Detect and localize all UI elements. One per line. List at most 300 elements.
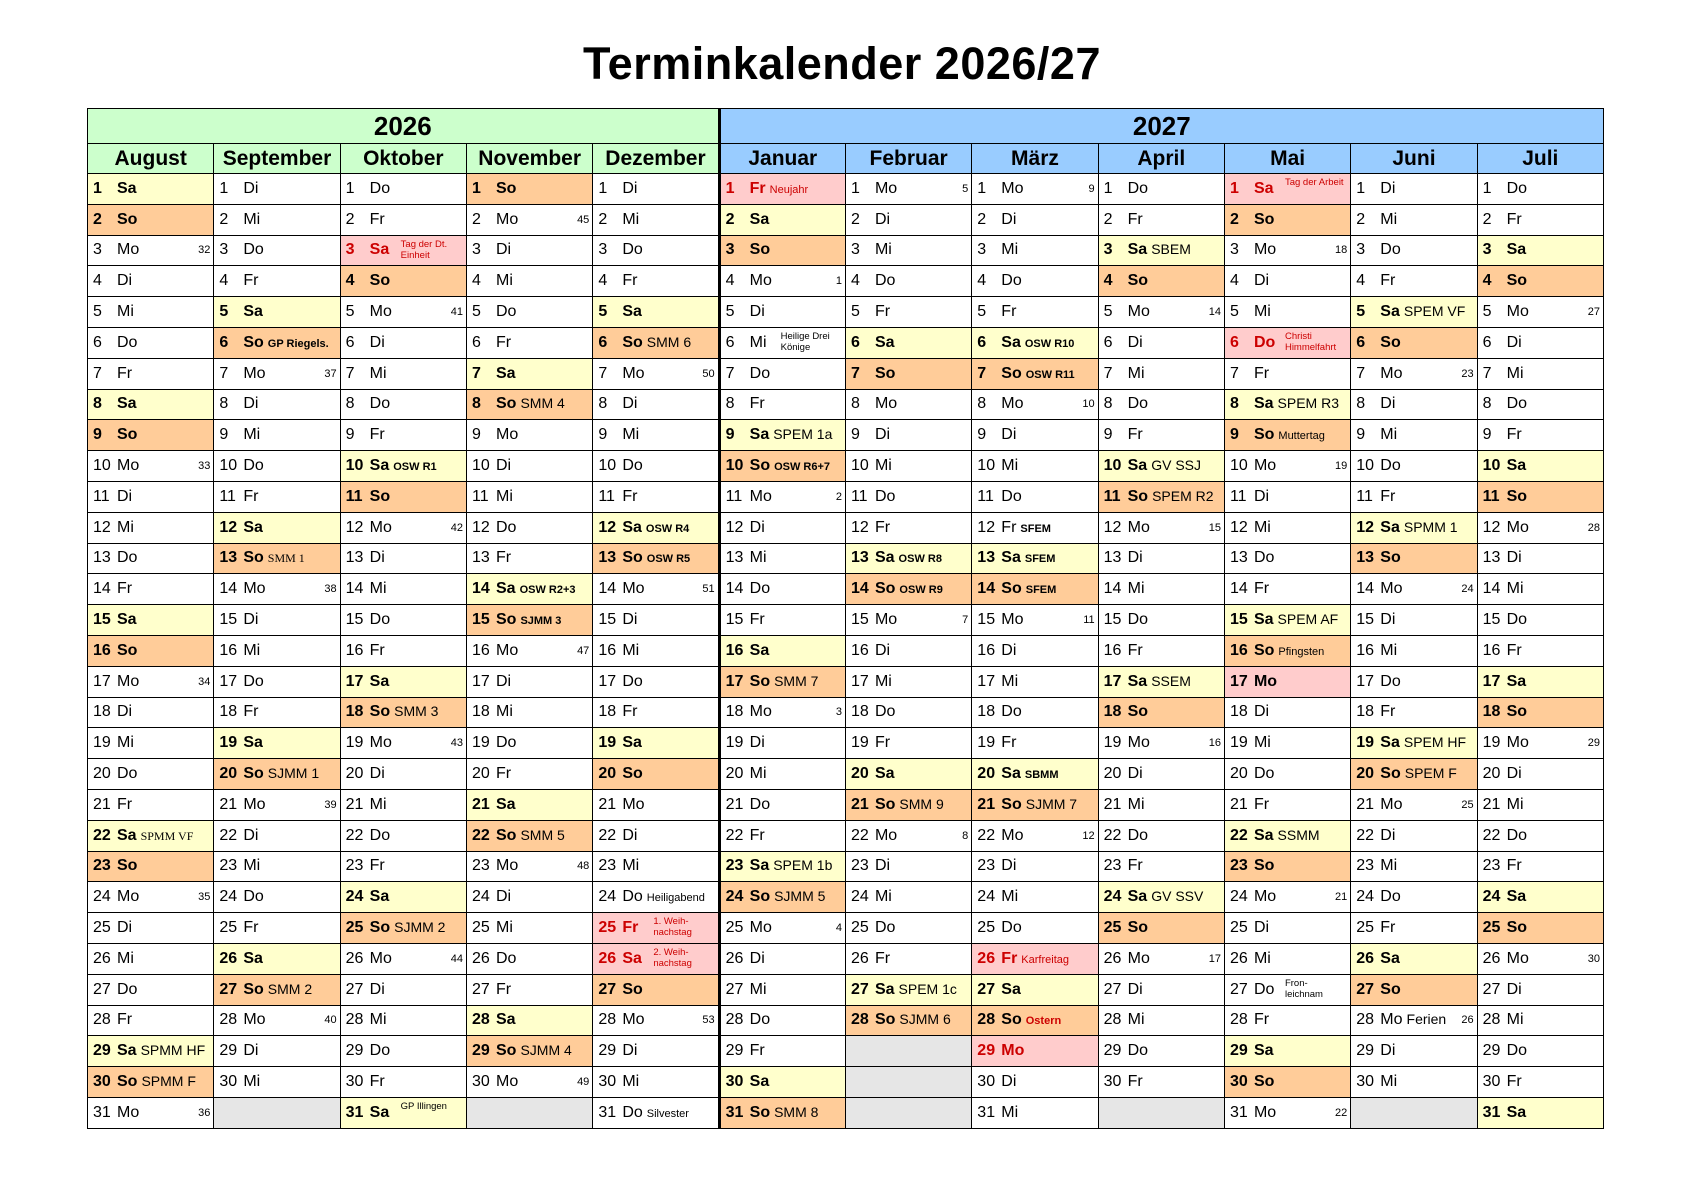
weekday: Di xyxy=(243,826,259,844)
day-entry xyxy=(977,180,1023,198)
weekday: Di xyxy=(622,826,638,844)
weekday: Di xyxy=(369,549,385,567)
day-number: 4 xyxy=(1482,272,1492,290)
day-number: 1 xyxy=(598,179,608,197)
weekday: Do xyxy=(749,580,771,598)
day-number: 16 xyxy=(1103,641,1122,659)
day-entry xyxy=(851,857,890,875)
weekday: Sa xyxy=(749,641,770,659)
day-cell xyxy=(466,851,592,882)
day-entry xyxy=(219,426,260,444)
weekday: Sa xyxy=(622,734,642,752)
day-entry xyxy=(726,611,765,629)
week-number: 18 xyxy=(1335,244,1348,257)
day-cell xyxy=(340,574,466,605)
day-entry xyxy=(598,1104,689,1122)
day-cell xyxy=(972,266,1098,297)
weekday: So xyxy=(1001,364,1022,382)
day-cell xyxy=(466,635,592,666)
weekday: Di xyxy=(1380,611,1396,629)
weekday: Mi xyxy=(243,210,261,228)
day-number: 6 xyxy=(977,333,987,351)
day-entry xyxy=(219,272,258,290)
day-entry xyxy=(1230,1011,1269,1029)
weekday: Mi xyxy=(495,272,513,290)
day-entry xyxy=(346,703,439,721)
day-number: 12 xyxy=(850,518,869,536)
event-note: Neujahr xyxy=(769,183,809,196)
weekday: Do xyxy=(1253,765,1275,783)
day-cell xyxy=(719,913,845,944)
day-entry xyxy=(1356,519,1457,537)
weekday: Do xyxy=(117,549,138,567)
day-number: 9 xyxy=(345,426,355,444)
weekday: Do xyxy=(1127,611,1149,629)
day-cell xyxy=(214,913,340,944)
day-cell xyxy=(719,635,845,666)
calendar-row xyxy=(88,389,1604,420)
day-entry xyxy=(1230,211,1274,229)
day-entry xyxy=(1230,426,1325,444)
day-number: 28 xyxy=(1482,1011,1501,1029)
day-number: 13 xyxy=(219,549,238,567)
day-entry xyxy=(93,796,132,814)
weekday: So xyxy=(369,272,391,290)
day-entry xyxy=(598,488,637,506)
day-number: 11 xyxy=(93,487,110,505)
weekday: Di xyxy=(1253,703,1270,721)
day-number: 5 xyxy=(219,303,229,321)
weekday: Fr xyxy=(369,1073,385,1090)
day-cell xyxy=(466,512,592,543)
event-note: SFEM xyxy=(1025,584,1057,597)
day-entry xyxy=(1483,426,1522,444)
event-note: 1. Weih- nachstag xyxy=(653,916,692,939)
day-number: 23 xyxy=(1103,857,1122,875)
day-entry xyxy=(472,703,513,721)
day-cell xyxy=(1098,266,1224,297)
day-entry xyxy=(1104,765,1143,783)
day-cell xyxy=(1477,266,1603,297)
event-note: 2. Weih- nachstag xyxy=(653,946,692,969)
day-number: 30 xyxy=(1103,1073,1122,1090)
day-cell xyxy=(719,266,845,297)
day-entry xyxy=(1483,1042,1527,1060)
week-number: 50 xyxy=(702,367,715,380)
day-number: 22 xyxy=(1482,826,1501,844)
day-number: 17 xyxy=(219,672,238,690)
day-entry xyxy=(598,611,637,629)
day-cell xyxy=(1477,543,1603,574)
weekday: Do xyxy=(369,826,391,844)
day-entry xyxy=(219,919,258,937)
weekday: So xyxy=(495,826,517,844)
day-number: 30 xyxy=(1229,1073,1248,1090)
day-number: 18 xyxy=(977,703,996,721)
day-number: 21 xyxy=(1229,795,1248,813)
day-number: 20 xyxy=(1229,765,1248,783)
day-cell xyxy=(845,943,971,974)
day-cell xyxy=(340,943,466,974)
day-entry xyxy=(851,611,897,629)
weekday: Fr xyxy=(243,272,259,290)
day-entry xyxy=(726,395,765,413)
weekday: Do xyxy=(369,395,391,413)
weekday: Mi xyxy=(495,919,513,937)
day-entry xyxy=(1483,211,1522,229)
day-number: 14 xyxy=(345,580,364,598)
day-number: 22 xyxy=(93,826,111,844)
day-cell xyxy=(719,759,845,790)
day-cell xyxy=(845,913,971,944)
day-cell xyxy=(972,574,1098,605)
day-entry xyxy=(1356,765,1457,783)
day-number: 15 xyxy=(1103,611,1122,629)
day-number: 2 xyxy=(1356,210,1366,228)
weekday: Do xyxy=(1001,487,1022,505)
day-number: 25 xyxy=(1356,919,1375,937)
day-number: 29 xyxy=(1356,1042,1375,1060)
weekday: Mi xyxy=(1253,303,1271,321)
weekday: Fr xyxy=(495,765,512,783)
day-entry xyxy=(598,272,637,290)
weekday: Sa xyxy=(243,949,263,967)
weekday: Sa xyxy=(495,795,516,813)
day-number: 17 xyxy=(345,672,364,690)
day-number: 22 xyxy=(850,826,869,844)
day-cell xyxy=(845,512,971,543)
day-cell xyxy=(340,666,466,697)
day-entry xyxy=(851,272,895,290)
day-cell xyxy=(466,235,592,266)
weekday: Di xyxy=(117,487,133,505)
day-entry xyxy=(472,673,511,691)
day-entry xyxy=(851,211,890,229)
day-cell xyxy=(1224,913,1350,944)
event-note: SPEM 1b xyxy=(773,857,833,874)
day-entry xyxy=(851,365,895,383)
event-note: SJMM 2 xyxy=(394,919,446,936)
day-entry xyxy=(472,272,513,290)
day-number: 4 xyxy=(977,272,987,290)
day-cell xyxy=(845,481,971,512)
weekday: Fr xyxy=(1127,857,1143,875)
calendar-row xyxy=(88,481,1604,512)
day-cell xyxy=(340,358,466,389)
day-number: 1 xyxy=(93,179,102,197)
day-entry xyxy=(219,395,258,413)
day-cell xyxy=(845,235,971,266)
day-entry xyxy=(598,241,642,259)
day-entry xyxy=(1230,642,1324,660)
month-header: Februar xyxy=(845,144,971,174)
day-number: 24 xyxy=(345,888,364,906)
day-entry xyxy=(93,611,137,629)
weekday: Mi xyxy=(749,765,767,783)
day-number: 20 xyxy=(1482,765,1501,783)
event-note: SPEM VF xyxy=(1403,303,1466,320)
day-cell xyxy=(340,266,466,297)
day-entry xyxy=(1104,1011,1145,1029)
day-number: 1 xyxy=(725,179,735,197)
weekday: Sa xyxy=(495,580,516,598)
weekday: Mi xyxy=(1506,364,1524,382)
day-entry xyxy=(219,334,328,352)
weekday: Mi xyxy=(1380,641,1398,659)
day-entry xyxy=(977,703,1021,721)
day-number: 6 xyxy=(1103,333,1113,351)
day-entry xyxy=(1483,765,1522,783)
weekday: Fr xyxy=(749,1042,765,1060)
day-cell xyxy=(1098,1005,1224,1036)
weekday: Mo xyxy=(622,795,645,813)
day-entry xyxy=(472,1073,518,1091)
day-number: 18 xyxy=(471,703,490,721)
day-entry xyxy=(219,1042,258,1060)
day-cell xyxy=(845,882,971,913)
day-number: 27 xyxy=(219,980,238,998)
day-number: 29 xyxy=(977,1042,996,1060)
day-number: 16 xyxy=(725,641,744,659)
day-entry xyxy=(219,488,258,506)
weekday: So xyxy=(117,857,138,875)
day-entry xyxy=(1104,857,1143,875)
week-number: 9 xyxy=(1088,182,1095,195)
day-entry xyxy=(598,703,637,721)
weekday: Sa xyxy=(1506,241,1527,259)
weekday: Mo xyxy=(1380,364,1403,382)
day-entry xyxy=(1356,981,1400,999)
week-number: 14 xyxy=(1208,306,1221,319)
day-number: 10 xyxy=(471,457,490,475)
day-number: 29 xyxy=(598,1042,617,1060)
day-entry xyxy=(1483,950,1529,968)
day-number: 23 xyxy=(471,857,490,875)
day-entry xyxy=(472,796,516,814)
day-number: 29 xyxy=(1103,1042,1122,1060)
day-cell xyxy=(340,974,466,1005)
day-cell xyxy=(719,697,845,728)
day-entry xyxy=(346,241,390,259)
weekday: Sa xyxy=(1001,765,1021,783)
day-cell xyxy=(214,297,340,328)
day-cell xyxy=(214,666,340,697)
day-cell xyxy=(593,235,719,266)
day-cell xyxy=(1351,697,1477,728)
event-note: SMM 3 xyxy=(394,703,439,720)
weekday: So xyxy=(1001,795,1022,813)
day-number: 5 xyxy=(725,303,735,321)
day-number: 8 xyxy=(93,395,102,413)
weekday: Mo xyxy=(1506,949,1529,967)
weekday: Mo xyxy=(369,303,392,321)
day-entry xyxy=(1230,549,1274,567)
weekday: Fr xyxy=(874,518,891,536)
day-number: 13 xyxy=(850,549,869,567)
day-entry xyxy=(977,673,1018,691)
weekday: Mi xyxy=(1001,1103,1019,1121)
day-number: 2 xyxy=(93,210,102,228)
day-cell xyxy=(88,697,214,728)
day-cell xyxy=(845,358,971,389)
day-entry xyxy=(851,395,897,413)
calendar-row xyxy=(88,943,1604,974)
day-number: 8 xyxy=(1229,395,1239,413)
event-note: SJMM 1 xyxy=(267,765,320,782)
day-cell xyxy=(214,389,340,420)
day-entry xyxy=(1230,303,1271,321)
day-entry xyxy=(1356,703,1395,721)
weekday: Di xyxy=(1253,272,1270,290)
weekday: Mo xyxy=(495,426,519,444)
day-number: 21 xyxy=(977,795,996,813)
event-note: GV SSV xyxy=(1151,888,1204,905)
day-cell xyxy=(466,728,592,759)
day-number: 25 xyxy=(1229,919,1248,937)
weekday: Mi xyxy=(622,210,640,228)
day-entry xyxy=(1356,1011,1446,1029)
day-entry xyxy=(1483,642,1522,660)
day-entry xyxy=(1104,796,1145,814)
calendar-row xyxy=(88,266,1604,297)
day-number: 30 xyxy=(1482,1073,1501,1090)
day-entry xyxy=(1356,827,1395,845)
week-number: 16 xyxy=(1208,737,1221,750)
day-number: 19 xyxy=(1482,734,1501,752)
weekday: So xyxy=(622,549,643,567)
weekday: Do xyxy=(749,1011,771,1029)
week-number: 5 xyxy=(962,182,969,195)
day-cell xyxy=(1477,574,1603,605)
day-cell xyxy=(466,297,592,328)
day-number: 19 xyxy=(471,734,490,752)
weekday: Mo xyxy=(369,949,392,967)
day-cell xyxy=(972,820,1098,851)
day-number: 27 xyxy=(1229,980,1248,998)
weekday: Mi xyxy=(243,426,261,444)
day-cell xyxy=(593,512,719,543)
day-cell xyxy=(340,851,466,882)
weekday: Sa xyxy=(117,826,137,844)
day-cell xyxy=(1351,605,1477,636)
day-number: 8 xyxy=(1482,395,1492,413)
day-entry xyxy=(1104,734,1150,752)
day-entry xyxy=(1483,488,1527,506)
day-number: 8 xyxy=(1103,395,1113,413)
weekday: Sa xyxy=(1380,303,1400,321)
weekday: So xyxy=(117,1073,138,1090)
weekday: So xyxy=(1380,765,1401,783)
day-number: 16 xyxy=(977,641,996,659)
day-cell xyxy=(972,789,1098,820)
weekday: Mi xyxy=(1506,580,1524,598)
weekday: Mi xyxy=(243,857,261,875)
weekday: Fr xyxy=(1001,734,1017,752)
weekday: Di xyxy=(369,980,385,998)
day-number: 3 xyxy=(1356,241,1366,259)
day-number: 23 xyxy=(345,857,364,875)
week-number: 19 xyxy=(1335,460,1348,473)
weekday: So xyxy=(369,487,391,505)
day-entry xyxy=(1356,549,1400,567)
weekday: Di xyxy=(622,395,638,413)
day-cell xyxy=(214,327,340,358)
weekday: Mi xyxy=(1127,795,1145,813)
day-cell xyxy=(593,174,719,205)
day-cell xyxy=(88,389,214,420)
day-number: 23 xyxy=(850,857,869,875)
month-header: März xyxy=(972,144,1098,174)
weekday: Di xyxy=(117,272,133,290)
weekday: Fr xyxy=(1001,949,1018,967)
day-cell xyxy=(1477,174,1603,205)
weekday: Fr xyxy=(495,549,512,567)
weekday: Do xyxy=(1506,1042,1528,1060)
day-number: 11 xyxy=(345,487,363,505)
day-number: 17 xyxy=(598,672,617,690)
day-entry xyxy=(1230,1104,1276,1122)
day-entry xyxy=(1356,1042,1395,1060)
calendar-row xyxy=(88,882,1604,913)
day-cell xyxy=(972,728,1098,759)
month-header: November xyxy=(466,144,592,174)
day-number: 9 xyxy=(598,426,608,444)
day-cell xyxy=(972,543,1098,574)
weekday: Mi xyxy=(1506,1011,1524,1029)
day-entry xyxy=(1230,365,1269,383)
day-number: 28 xyxy=(977,1011,996,1029)
day-cell xyxy=(972,204,1098,235)
day-number: 30 xyxy=(598,1073,617,1090)
day-entry xyxy=(93,703,132,721)
day-entry xyxy=(851,1011,951,1029)
weekday: Mi xyxy=(622,1073,640,1090)
weekday: So xyxy=(117,641,138,659)
day-entry xyxy=(1356,950,1400,968)
calendar-row xyxy=(88,235,1604,266)
day-number: 14 xyxy=(1482,580,1501,598)
day-entry xyxy=(1230,1042,1274,1060)
day-number: 9 xyxy=(1229,426,1239,444)
day-cell xyxy=(593,789,719,820)
weekday: Do xyxy=(622,241,643,259)
event-note: OSW R2+3 xyxy=(519,584,576,597)
day-entry xyxy=(851,765,895,783)
day-entry xyxy=(472,765,511,783)
day-number: 4 xyxy=(93,272,102,290)
weekday: Fr xyxy=(622,919,639,937)
weekday: Sa xyxy=(1127,241,1148,259)
day-cell xyxy=(972,1005,1098,1036)
event-note: SPMM VF xyxy=(140,828,194,843)
weekday: Sa xyxy=(622,303,642,321)
weekday: Fr xyxy=(369,426,385,444)
weekday: Sa xyxy=(749,1073,770,1090)
day-cell xyxy=(1098,358,1224,389)
day-cell xyxy=(845,820,971,851)
weekday: Sa xyxy=(1127,457,1148,475)
event-note: Silvester xyxy=(646,1107,689,1120)
weekday: Sa xyxy=(117,395,137,413)
calendar-row xyxy=(88,574,1604,605)
day-cell xyxy=(340,605,466,636)
day-number: 7 xyxy=(977,364,987,382)
weekday: Fr xyxy=(622,272,638,290)
day-entry xyxy=(598,888,705,906)
day-cell xyxy=(1098,759,1224,790)
day-entry xyxy=(1104,426,1143,444)
day-entry xyxy=(1104,1042,1148,1060)
